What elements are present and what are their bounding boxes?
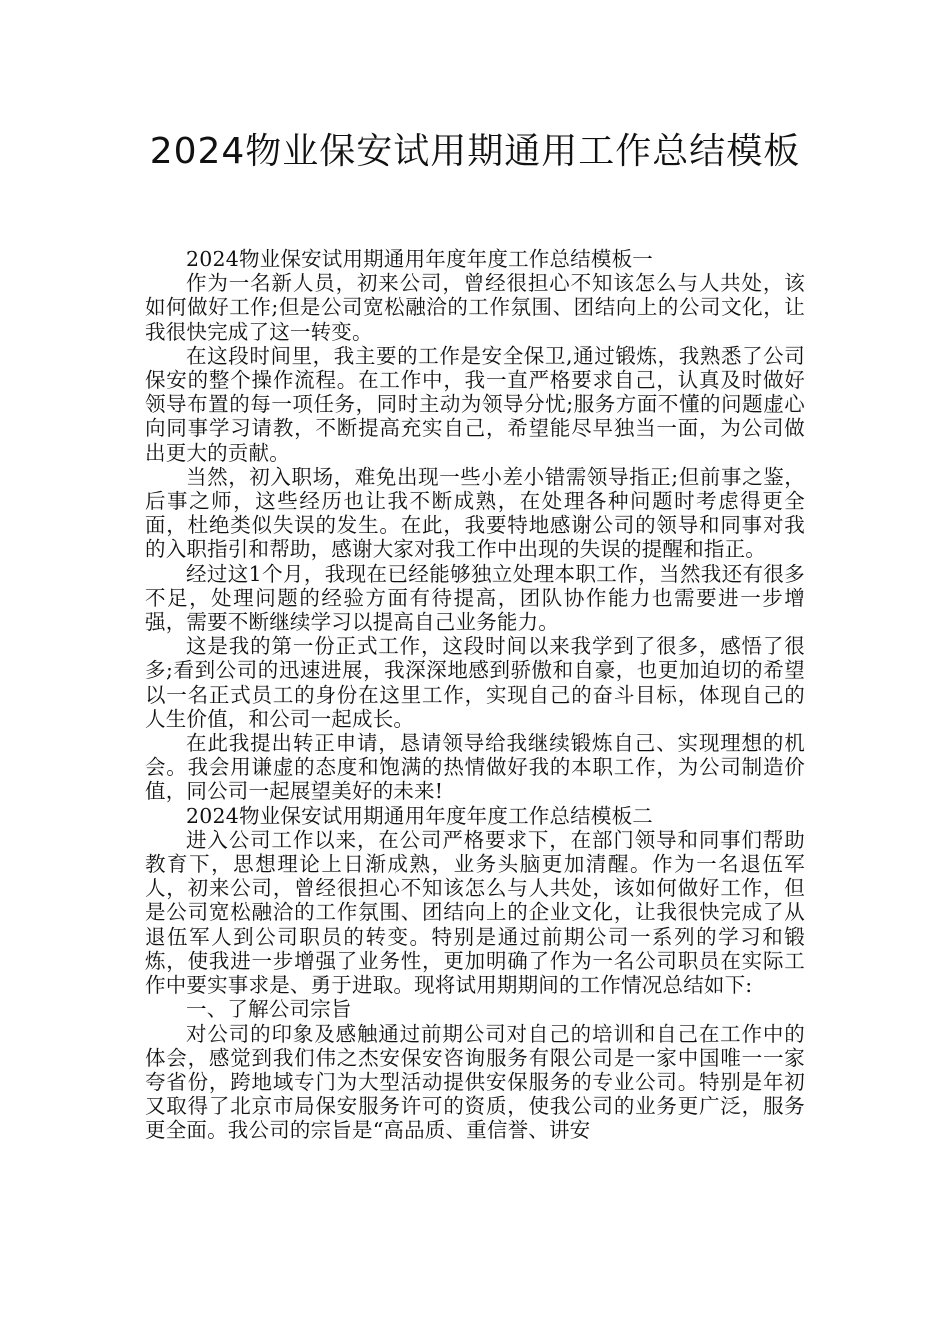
paragraph: 这是我的第一份正式工作，这段时间以来我学到了很多，感悟了很多;看到公司的迅速进展，我深深地感到骄傲和自豪，也更加迫切的希望以一名正式员工的身份在这里工作，实现自己的奋斗目标，体现自己的人生价值，和公司一起成长。	[145, 634, 805, 731]
subheading-company-purpose: 一、了解公司宗旨	[186, 997, 352, 1022]
paragraph: 进入公司工作以来，在公司严格要求下，在部门领导和同事们帮助教育下，思想理论上日渐成熟，业务头脑更加清醒。作为一名退伍军人，初来公司，曾经很担心不知该怎么与人共处，该如何做好工作，但是公司宽松融洽的工作氛围、团结向上的企业文化，让我很快完成了从退伍军人到公司职员的转变。特别是通过前期公司一系列的学习和锻炼，使我进一步增强了业务性，更加明确了作为一名公司职员在实际工作中要实事求是、勇于进取。现将试用期期间的工作情况总结如下:	[145, 827, 805, 998]
document-body	[145, 247, 805, 1143]
section-heading-template-one: 2024物业保安试用期通用年度年度工作总结模板一	[186, 247, 653, 271]
document-title: 2024物业保安试用期通用工作总结模板	[149, 131, 801, 172]
paragraph: 当然，初入职场，难免出现一些小差小错需领导指正;但前事之鉴，后事之师，这些经历也让我不断成熟，在处理各种问题时考虑得更全面，杜绝类似失误的发生。在此，我要特地感谢公司的领导和同事对我的入职指引和帮助，感谢大家对我工作中出现的失误的提醒和指正。	[145, 464, 805, 562]
paragraph: 在这段时间里，我主要的工作是安全保卫,通过锻炼，我熟悉了公司保安的整个操作流程。在工作中，我一直严格要求自己，认真及时做好领导布置的每一项任务，同时主动为领导分忧;服务方面不懂的问题虚心向同事学习请教，不断提高充实自己，希望能尽早独当一面，为公司做出更大的贡献。	[145, 343, 805, 465]
paragraph: 在此我提出转正申请，恳请领导给我继续锻炼自己、实现理想的机会。我会用谦虚的态度和饱满的热情做好我的本职工作，为公司制造价值，同公司一起展望美好的未来!	[145, 731, 805, 804]
paragraph: 经过这1个月，我现在已经能够独立处理本职工作，当然我还有很多不足，处理问题的经验方面有待提高，团队协作能力也需要进一步增强，需要不断继续学习以提高自己业务能力。	[145, 561, 805, 635]
paragraph: 对公司的印象及感触通过前期公司对自己的培训和自己在工作中的体会，感觉到我们伟之杰安保安咨询服务有限公司是一家中国唯一一家夸省份，跨地域专门为大型活动提供安保服务的专业公司。特别是年初又取得了北京市局保安服务许可的资质，使我公司的业务更广泛，服务更全面。我公司的宗旨是“高品质、重信誉、讲安	[145, 1021, 805, 1143]
paragraph: 作为一名新人员，初来公司，曾经很担心不知该怎么与人共处，该如何做好工作;但是公司宽松融洽的工作氛围、团结向上的公司文化，让我很快完成了这一转变。	[145, 271, 805, 344]
section-heading-template-two: 2024物业保安试用期通用年度年度工作总结模板二	[186, 803, 653, 828]
